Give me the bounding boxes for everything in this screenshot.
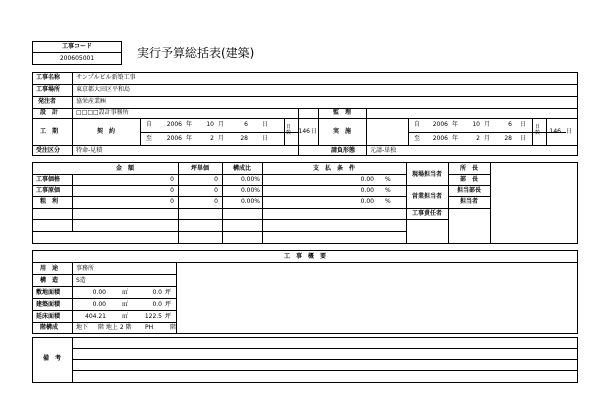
table-cell-payment: 0.00 — [360, 176, 374, 183]
client-label: 発注者 — [38, 98, 57, 105]
contract-from-label: 自 — [146, 121, 153, 128]
contract-to-month: 2 — [210, 135, 214, 142]
project-name-value: サンプルビル新築工事 — [76, 74, 136, 81]
structure-label: 構 造 — [40, 277, 59, 284]
table-row-label: 粗 利 — [40, 198, 59, 205]
col-tsubo-header: 坪単価 — [190, 165, 209, 172]
col-amount-header: 金 額 — [115, 165, 134, 172]
table-cell-tsubo: 0 — [214, 187, 218, 194]
order-type-label: 受注区分 — [36, 147, 61, 154]
remarks-box — [32, 337, 578, 383]
use-label: 用 途 — [40, 265, 59, 272]
table-cell-amount: 0 — [170, 198, 174, 205]
levels-under: 地下 — [76, 324, 89, 331]
contract-days: 146 — [298, 128, 310, 135]
exec-from-year: 2006 — [432, 121, 448, 128]
design-label: 設 計 — [40, 109, 59, 116]
client-value: 協栄産業㈱ — [76, 98, 107, 105]
contract-from-month: 10 — [206, 121, 214, 128]
use-value: 事務所 — [76, 265, 95, 272]
levels-ph: PH — [145, 324, 154, 331]
day-unit: 日 — [566, 128, 573, 135]
m2-unit: ㎡ — [122, 289, 129, 296]
exec-to-month: 2 — [476, 135, 480, 142]
sales-person-label: 営業担当者 — [411, 193, 442, 200]
remarks-label: 備 考 — [42, 355, 61, 362]
exec-from-label: 自 — [414, 121, 421, 128]
site-area-m2: 0.00 — [92, 289, 106, 296]
design-value: □□□□設計事務所 — [76, 109, 129, 116]
m2-unit: ㎡ — [122, 301, 129, 308]
table-cell-tsubo: 0 — [214, 198, 218, 205]
site-area-tsubo: 0.0 — [152, 289, 162, 296]
year-unit: 年 — [452, 121, 459, 128]
execution-label: 実 施 — [332, 128, 351, 135]
floor-area-m2: 404.21 — [85, 313, 106, 320]
col-payment-header: 支 払 条 件 — [312, 165, 355, 172]
term-label: 工 期 — [40, 128, 59, 135]
year-unit: 年 — [186, 135, 193, 142]
month-unit: 月 — [484, 121, 491, 128]
percent-unit: % — [385, 198, 391, 205]
project-place-value: 東京都大田区平和島 — [76, 86, 131, 93]
day-unit: 日 — [262, 135, 269, 142]
percent-unit: % — [385, 176, 391, 183]
contract-to-year: 2006 — [166, 135, 182, 142]
tsubo-unit: 坪 — [165, 313, 172, 320]
overview-title: 工 事 概 要 — [283, 253, 326, 260]
table-cell-ratio: 0.00% — [240, 187, 260, 194]
table-cell-amount: 0 — [170, 187, 174, 194]
days-label: 日数 — [286, 124, 292, 136]
project-code-label: 工事コード — [61, 43, 92, 50]
structure-value: S造 — [76, 277, 86, 284]
table-cell-ratio: 0.00% — [240, 198, 260, 205]
levels-above: 階 地上 2 階 — [98, 324, 132, 331]
responsible-person-label: 工事責任者 — [411, 210, 442, 217]
month-unit: 月 — [484, 135, 491, 142]
tsubo-unit: 坪 — [165, 289, 172, 296]
table-row-label: 工事原価 — [36, 187, 61, 194]
day-unit: 日 — [520, 135, 527, 142]
floor-area-label: 延床面積 — [36, 313, 61, 320]
day-unit: 日 — [311, 128, 318, 135]
contract-form-label: 請負形態 — [331, 147, 356, 154]
table-cell-tsubo: 0 — [214, 176, 218, 183]
m2-unit: ㎡ — [122, 313, 129, 320]
page-title: 実行予算総括表(建築) — [137, 46, 255, 60]
table-cell-ratio: 0.00% — [240, 176, 260, 183]
month-unit: 月 — [218, 121, 225, 128]
year-unit: 年 — [186, 121, 193, 128]
year-unit: 年 — [452, 135, 459, 142]
contract-form-value: 元請-単独 — [370, 147, 397, 154]
day-unit: 日 — [262, 121, 269, 128]
day-unit: 日 — [520, 121, 527, 128]
table-cell-amount: 0 — [170, 176, 174, 183]
site-person-label: 現場担当者 — [411, 171, 442, 178]
table-cell-payment: 0.00 — [360, 187, 374, 194]
tsubo-unit: 坪 — [165, 301, 172, 308]
building-area-tsubo: 0.0 — [152, 301, 162, 308]
exec-days: 146 — [549, 128, 561, 135]
exec-from-day: 6 — [508, 121, 512, 128]
levels-label: 階構成 — [40, 324, 59, 331]
percent-unit: % — [385, 187, 391, 194]
exec-to-year: 2006 — [432, 135, 448, 142]
project-place-label: 工事場所 — [36, 86, 61, 93]
order-type-value: 特命-見積 — [76, 147, 103, 154]
contract-from-year: 2006 — [166, 121, 182, 128]
dept-staff-label: 担当者 — [459, 198, 478, 205]
exec-from-month: 10 — [472, 121, 480, 128]
project-name-label: 工事名称 — [36, 74, 61, 81]
exec-to-label: 至 — [414, 135, 421, 142]
table-cell-payment: 0.00 — [360, 198, 374, 205]
exec-to-day: 28 — [504, 135, 512, 142]
contract-label: 契 約 — [96, 128, 115, 135]
table-row-label: 工事価格 — [36, 176, 61, 183]
contract-to-label: 至 — [146, 135, 153, 142]
dept-manager-label: 部 長 — [459, 176, 478, 183]
month-unit: 月 — [218, 135, 225, 142]
site-area-label: 敷地面積 — [36, 289, 61, 296]
days-label: 日数 — [535, 124, 541, 136]
building-area-label: 建築面積 — [36, 301, 61, 308]
dept-chief-label: 所 長 — [459, 165, 478, 172]
dept-senior-label: 担当部長 — [456, 187, 481, 194]
contract-to-day: 28 — [240, 135, 248, 142]
floor-area-tsubo: 122.5 — [144, 313, 162, 320]
project-code-value: 200605001 — [59, 55, 95, 62]
levels-end: 階 — [170, 324, 177, 331]
contract-from-day: 6 — [244, 121, 248, 128]
building-area-m2: 0.00 — [92, 301, 106, 308]
col-ratio-header: 構成比 — [232, 165, 251, 172]
supervision-label: 監 理 — [332, 109, 351, 116]
